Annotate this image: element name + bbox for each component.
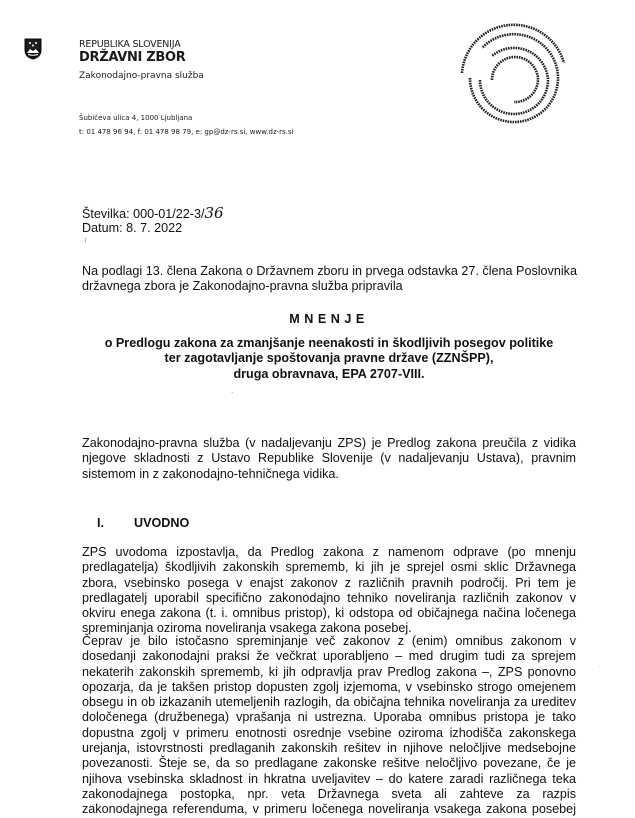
- text-line: določenega (družbenega) vprašanja ni ustrezna. Uporaba omnibus pristopa je tako: [82, 710, 576, 725]
- section-number: I.: [97, 516, 104, 530]
- text-line: urejanja, istovrstnosti predlaganih zakonskih rešitev in njihove neločljive medsebojne: [82, 741, 576, 756]
- text-line: dopustna zgolj v primeru enotnosti osrednje vsebine oziroma izhodišča zakonskega: [82, 725, 576, 740]
- text-line: predlagatelj uporabil specifično zakonodajno tehniko noveliranja različnih zakonov v: [82, 590, 576, 605]
- scan-mark: ˋ: [231, 391, 234, 399]
- text-line: Zakonodajno-pravna služba (v nadaljevanju ZPS) je Predlog zakona preučila z vidika: [82, 436, 576, 450]
- text-line: nekaterih zakonskih sprememb, ki jih odpravlja prav Predlog zakona –, ZPS ponovno: [82, 664, 576, 679]
- section-title: UVODNO: [134, 516, 190, 530]
- institution-name: DRŽAVNI ZBOR: [79, 50, 186, 65]
- document-number-label: Številka: 000-01/22-3/: [82, 207, 205, 221]
- scan-mark: ·: [598, 664, 600, 670]
- text-line: sistemom in z zakonodajno-tehničnega vidika.: [82, 466, 339, 481]
- text-line: zakonodajnega referenduma, v primeru ločenega noveliranja vsakega zakona posebej: [82, 802, 576, 817]
- handwritten-number: 36: [204, 204, 224, 222]
- scan-mark: ⁝: [84, 236, 87, 245]
- republic-name: REPUBLIKA SLOVENIJA: [79, 39, 181, 50]
- paragraph-omnibus: [82, 634, 576, 818]
- document-number: [82, 206, 224, 222]
- text-line: okviru enega zakona (t. i. omnibus pristop), ki odstopa od običajnega načina ločenega: [82, 606, 576, 621]
- intro-paragraph: [82, 264, 602, 295]
- text-line: predlagatelja) škodljivih zakonskih sprememb, ki jih je sprejel osmi sklic Državnega: [82, 560, 576, 575]
- title-line: druga obravnava, EPA 2707-VIII.: [233, 366, 425, 381]
- text-line: obsegu in ob izkazanih utemeljenih razlogih, da običajna tehnika noveliranja za ureditev: [82, 695, 576, 710]
- text-line: opozarja, da je takšen pristop dopusten zgolj izjemoma, v vsebinsko strogo omejenem: [82, 679, 576, 694]
- address: Šubičeva ulica 4, 1000 Ljubljana: [79, 114, 193, 122]
- contact-info: t: 01 478 96 94, f: 01 478 98 79, e: gp@dz-rs.si, www.dz-rs.si: [79, 128, 294, 136]
- title-line: ter zagotavljanje spoštovanja pravne države (ZZNŠPP),: [164, 351, 494, 366]
- text-line: njihova vsebinska skladnost in hkratna uveljavitev – do katere zaradi različnega teka: [82, 771, 576, 786]
- paragraph-introduction: [82, 545, 576, 637]
- text-line: dosedanji zakonodajni praksi že večkrat uporabljeno – med drugim tudi za sprejem: [82, 649, 576, 664]
- service-name: Zakonodajno-pravna služba: [79, 71, 204, 81]
- text-line: državnega zbora je Zakonodajno-pravna služba pripravila: [82, 279, 403, 294]
- paragraph-review-scope: [82, 436, 576, 482]
- document-title: [82, 336, 576, 382]
- text-line: spreminjanja oziroma noveliranja vsakega zakona posebej.: [82, 621, 412, 636]
- document-date: Datum: 8. 7. 2022: [82, 221, 183, 235]
- slovenia-coat-of-arms-icon: [23, 38, 43, 60]
- document-heading: MNENJE: [289, 312, 369, 326]
- text-line: Čeprav je bilo istočasno spreminjanje več zakonov z (enim) omnibus zakonom v: [82, 634, 576, 648]
- text-line: zbora, vsebinsko posega v enajst zakonov z različnih pravnih področij. Pri tem je: [82, 575, 576, 590]
- text-line: njegove skladnosti z Ustavo Republike Slovenije (v nadaljevanju Ustava), pravnim: [82, 451, 576, 466]
- title-line: o Predlogu zakona za zmanjšanje neenakosti in škodljivih posegov politike: [104, 336, 554, 350]
- text-line: Na podlagi 13. člena Zakona o Državnem zboru in prvega odstavka 27. člena Poslovnika: [82, 264, 577, 278]
- text-line: povezanosti. Šteje se, da so predlagane zakonske rešitve neločljivo povezane, če je: [82, 756, 576, 771]
- spiral-text-seal-icon: [452, 18, 577, 138]
- text-line: ZPS uvodoma izpostavlja, da Predlog zakona z namenom odprave (po mnenju: [82, 545, 576, 559]
- text-line: zakonodajnega postopka, npr. veta Državnega sveta ali zahteve za razpis: [82, 786, 576, 801]
